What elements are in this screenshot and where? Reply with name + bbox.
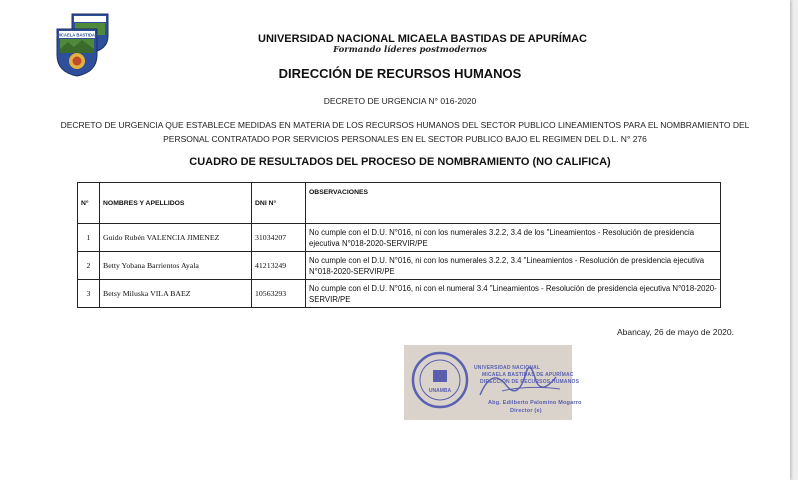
table-row bbox=[78, 280, 721, 308]
row-number: 3 bbox=[78, 280, 100, 308]
row-observation: No cumple con el D.U. N°016, ni con los numerales 3.2.2, 3.4 "Lineamientos - Resolución de presidencia ejecutiva N°018-2020-SERVIR/PE bbox=[306, 252, 721, 280]
row-dni: 41213249 bbox=[252, 252, 306, 280]
row-dni: 10563293 bbox=[252, 280, 306, 308]
header-name: NOMBRES Y APELLIDOS bbox=[100, 183, 252, 224]
table-row bbox=[78, 224, 721, 252]
row-observation: No cumple con el D.U. N°016, ni con los numerales 3.2.2, 3.4 de los "Lineamientos - Resolución de presidencia ejecutiva N°018-2020-SERVIR/PE bbox=[306, 224, 721, 252]
header-observations: OBSERVACIONES bbox=[306, 183, 721, 224]
stamp-line-2: MICAELA BASTIDAS DE APURÍMAC bbox=[482, 372, 574, 378]
table-row bbox=[78, 252, 721, 280]
seal-text: UNAMBA bbox=[428, 388, 452, 394]
row-name: Betsy Miluska VILA BAEZ bbox=[100, 280, 252, 308]
logo-text: MICAELA BASTIDAS bbox=[56, 32, 98, 38]
row-number: 1 bbox=[78, 224, 100, 252]
row-observation: No cumple con el D.U. N°016, ni con el numeral 3.4 "Lineamientos - Resolución de presidencia ejecutiva N°018-2020-SERVIR/PE bbox=[306, 280, 721, 308]
results-table bbox=[77, 182, 721, 308]
place-date: Abancay, 26 de mayo de 2020. bbox=[616, 327, 734, 337]
decree-number: DECRETO DE URGENCIA N° 016-2020 bbox=[323, 96, 477, 106]
row-name: Betty Yobana Barrientos Ayala bbox=[100, 252, 252, 280]
directorate-title: DIRECCIÓN DE RECURSOS HUMANOS bbox=[278, 66, 522, 81]
header-dni: DNI N° bbox=[252, 183, 306, 224]
row-dni: 31034207 bbox=[252, 224, 306, 252]
header-number: N° bbox=[78, 183, 100, 224]
official-stamp bbox=[404, 345, 582, 420]
stamp-signer: Abg. Edilberto Palomino Mogarro bbox=[488, 400, 582, 406]
decree-description: DECRETO DE URGENCIA QUE ESTABLECE MEDIDAS EN MATERIA DE LOS RECURSOS HUMANOS DEL SECTOR PUBLICO LINEAMIENTOS PARA EL NOMBRAMIENTO DEL PERSONAL CONTRATADO POR SERVICIOS PERSONALES EN EL SECTOR PUBLICO BAJO EL REGIMEN DEL D.L. N° 276 bbox=[60, 120, 750, 144]
stamp-role: Director (e) bbox=[510, 408, 542, 414]
row-number: 2 bbox=[78, 252, 100, 280]
seal-icon bbox=[410, 350, 470, 410]
stamp-line-1: UNIVERSIDAD NACIONAL bbox=[474, 365, 541, 371]
row-name: Guido Rubén VALENCIA JIMENEZ bbox=[100, 224, 252, 252]
institution-motto: Formando líderes postmodernos bbox=[333, 45, 487, 55]
institution-name: UNIVERSIDAD NACIONAL MICAELA BASTIDAS DE APURÍMAC bbox=[258, 33, 587, 45]
signature bbox=[472, 355, 567, 405]
table-header-row bbox=[78, 183, 721, 224]
table-title: CUADRO DE RESULTADOS DEL PROCESO DE NOMBRAMIENTO (NO CALIFICA) bbox=[189, 156, 611, 168]
stamp-line-3: DIRECCIÓN DE RECURSOS HUMANOS bbox=[480, 379, 580, 385]
